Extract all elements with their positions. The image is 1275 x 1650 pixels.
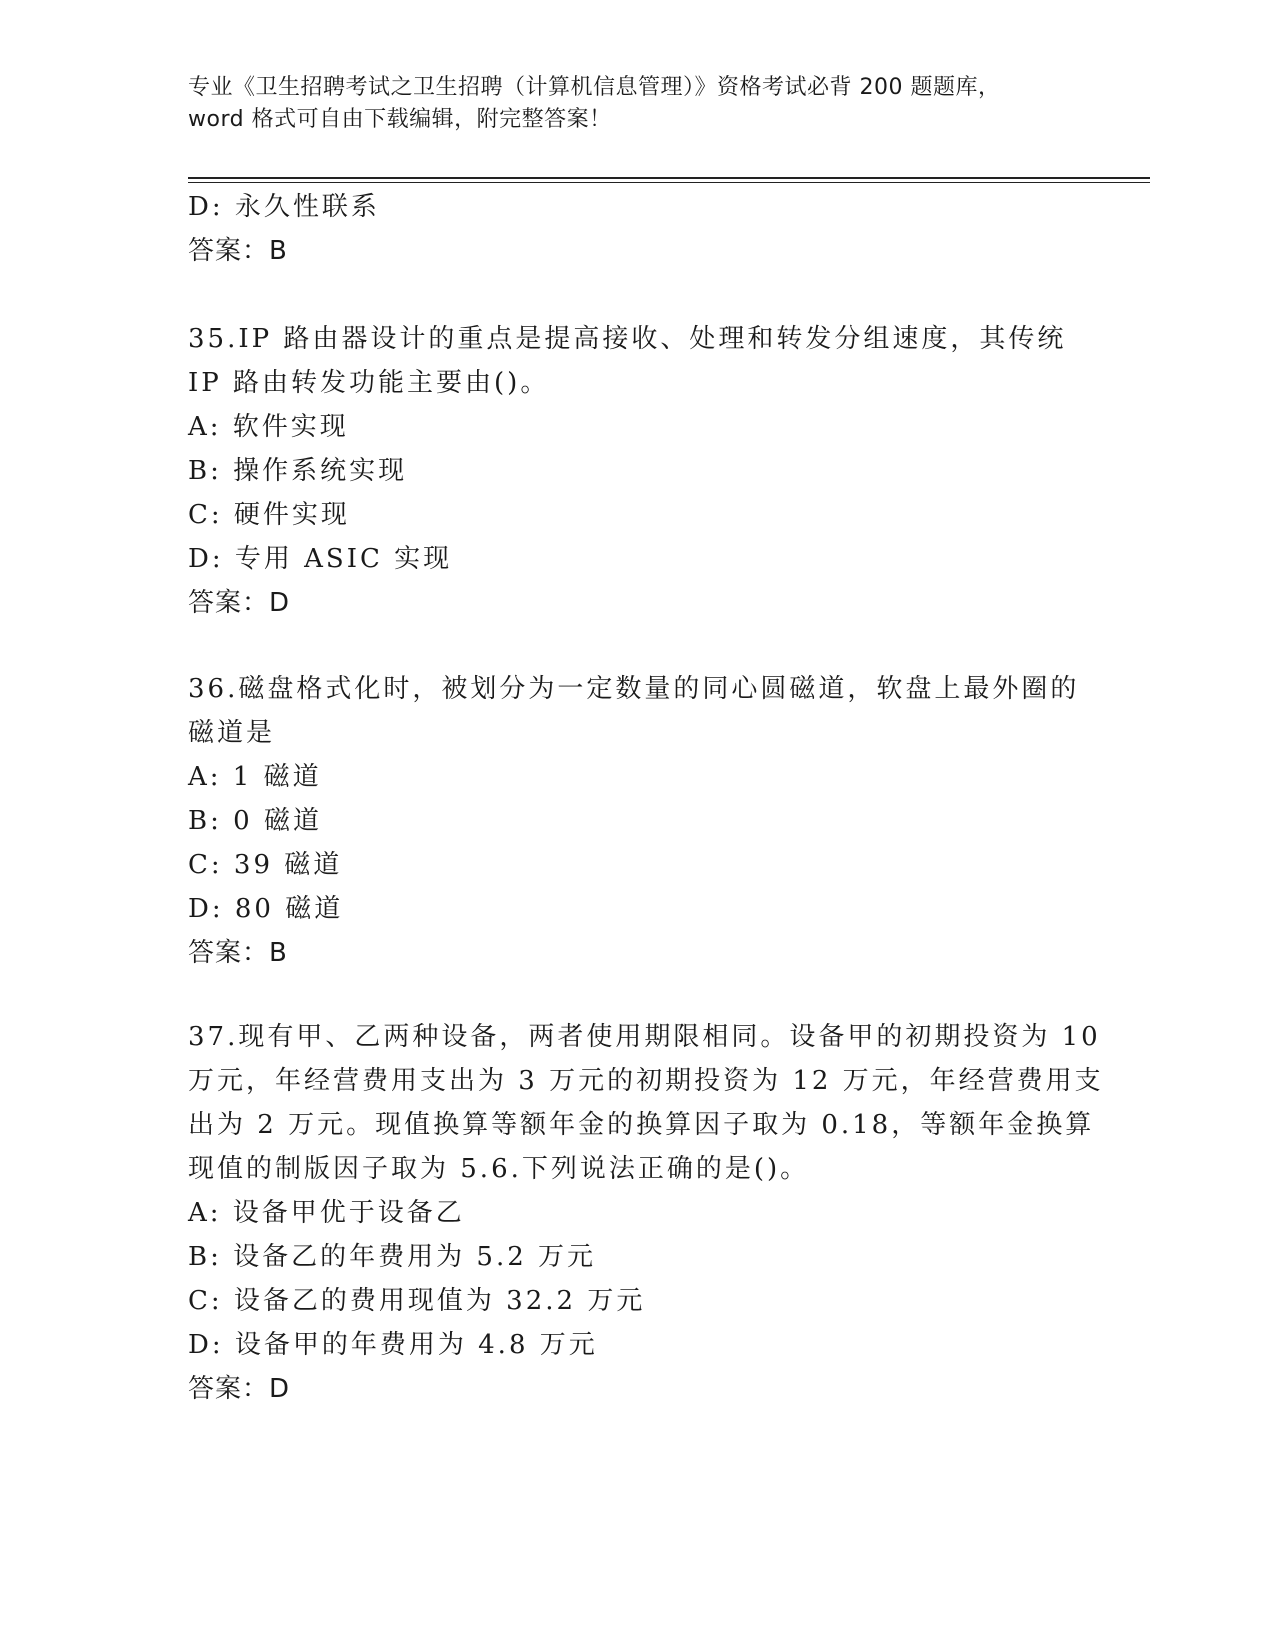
question-37-option-a: A: 设备甲优于设备乙 xyxy=(188,1198,465,1228)
header-divider-thick xyxy=(188,177,1150,179)
header-title-line-1: 专业《卫生招聘考试之卫生招聘（计算机信息管理）》资格考试必背 200 题题库， xyxy=(188,75,1001,100)
question-36-option-b: B: 0 磁道 xyxy=(188,806,322,836)
question-35-answer: 答案：D xyxy=(188,588,291,618)
header-divider-thin xyxy=(188,182,1150,183)
question-36-option-d: D: 80 磁道 xyxy=(188,894,344,924)
question-36-option-a: A: 1 磁道 xyxy=(188,762,322,792)
question-37-answer: 答案：D xyxy=(188,1374,291,1404)
document-header xyxy=(188,72,1088,136)
question-35-option-c: C: 硬件实现 xyxy=(188,500,350,530)
header-title-line-2: word 格式可自由下载编辑，附完整答案！ xyxy=(188,107,612,132)
question-35-stem-line-1: 35.IP 路由器设计的重点是提高接收、处理和转发分组速度，其传统 xyxy=(188,324,1067,354)
question-37-option-b: B: 设备乙的年费用为 5.2 万元 xyxy=(188,1242,597,1272)
question-37-option-d: D: 设备甲的年费用为 4.8 万元 xyxy=(188,1330,598,1360)
question-36-stem-line-1: 36.磁盘格式化时，被划分为一定数量的同心圆磁道，软盘上最外圈的 xyxy=(188,674,1080,704)
prev-question-option-d: D: 永久性联系 xyxy=(188,192,380,222)
question-36-answer: 答案：B xyxy=(188,938,288,968)
question-35-option-d: D: 专用 ASIC 实现 xyxy=(188,544,453,574)
prev-question-answer: 答案：B xyxy=(188,236,288,266)
question-35-stem-line-2: IP 路由转发功能主要由()。 xyxy=(188,368,550,398)
question-36-option-c: C: 39 磁道 xyxy=(188,850,343,880)
question-37-stem-line-2: 万元，年经营费用支出为 3 万元的初期投资为 12 万元，年经营费用支 xyxy=(188,1066,1104,1096)
question-37-stem-line-3: 出为 2 万元。现值换算等额年金的换算因子取为 0.18，等额年金换算 xyxy=(188,1110,1095,1140)
question-35-option-b: B: 操作系统实现 xyxy=(188,456,408,486)
question-35-option-a: A: 软件实现 xyxy=(188,412,349,442)
question-37-stem-line-1: 37.现有甲、乙两种设备，两者使用期限相同。设备甲的初期投资为 10 xyxy=(188,1022,1101,1052)
question-36-stem-line-2: 磁道是 xyxy=(188,718,276,748)
question-37-stem-line-4: 现值的制版因子取为 5.6.下列说法正确的是()。 xyxy=(188,1154,810,1184)
question-37-option-c: C: 设备乙的费用现值为 32.2 万元 xyxy=(188,1286,646,1316)
